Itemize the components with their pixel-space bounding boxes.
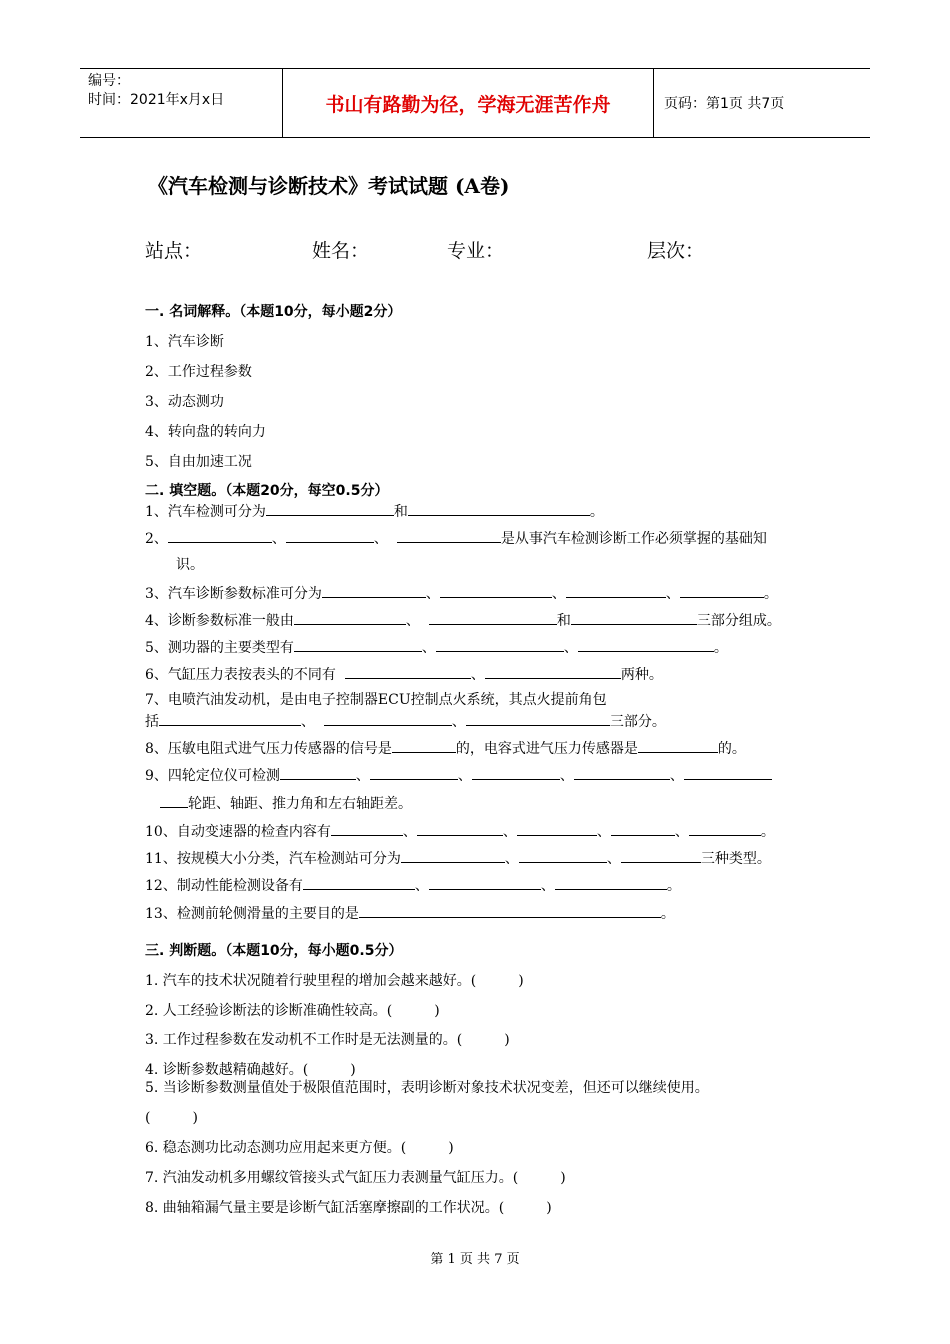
q-text: 、 bbox=[451, 714, 466, 730]
s2-q6 bbox=[145, 663, 663, 685]
s2-q3 bbox=[145, 582, 778, 604]
s1-item-3: 3、动态测功 bbox=[145, 394, 224, 410]
answer-blank[interactable] bbox=[684, 764, 772, 780]
answer-blank[interactable] bbox=[472, 764, 560, 780]
answer-blank[interactable] bbox=[266, 500, 394, 516]
s3-item-3: 3. 工作过程参数在发动机不工作时是无法测量的。( ) bbox=[145, 1032, 510, 1048]
q-text: 、 bbox=[606, 851, 621, 867]
answer-blank[interactable] bbox=[294, 636, 422, 652]
exam-title: 《汽车检测与诊断技术》考试试题 (A卷) bbox=[148, 174, 510, 198]
q-text: 、 bbox=[559, 768, 574, 784]
q-text: 、 bbox=[665, 586, 680, 602]
q-text: 、 bbox=[674, 824, 689, 840]
number-label: 编号： bbox=[88, 73, 130, 89]
q-text: 、 bbox=[355, 768, 370, 784]
q-text: 5、测功器的主要类型有 bbox=[145, 640, 294, 656]
s1-item-5: 5、自由加速工况 bbox=[145, 454, 252, 470]
q-text: 。 bbox=[589, 504, 604, 520]
q-text: 、 bbox=[540, 878, 555, 894]
s2-q9-cont bbox=[160, 792, 412, 814]
answer-blank[interactable] bbox=[571, 609, 697, 625]
answer-blank[interactable] bbox=[159, 710, 301, 726]
major-field: 专业： bbox=[447, 240, 505, 262]
q-text: 4、诊断参数标准一般由 bbox=[145, 613, 294, 629]
answer-blank[interactable] bbox=[286, 527, 374, 543]
q-text: 的，电容式进气压力传感器是 bbox=[455, 741, 638, 757]
q-text: 、 bbox=[425, 586, 440, 602]
section1-heading: 一. 名词解释。（本题10分，每小题2分） bbox=[145, 304, 402, 320]
answer-blank[interactable] bbox=[621, 847, 701, 863]
s2-q7: 7、电喷汽油发动机，是由电子控制器ECU控制点火系统，其点火提前角包 bbox=[145, 692, 607, 708]
q-text: 括 bbox=[145, 714, 159, 730]
q-text: 、 bbox=[563, 640, 578, 656]
q-text: 三种类型。 bbox=[700, 851, 771, 867]
section3-heading: 三. 判断题。（本题10分，每小题0.5分） bbox=[145, 943, 403, 959]
q-text: 三部分组成。 bbox=[696, 613, 781, 629]
q-text: 2、 bbox=[145, 531, 168, 547]
q-text: 、 bbox=[502, 824, 517, 840]
answer-blank[interactable] bbox=[485, 663, 621, 679]
q-text: 、 bbox=[470, 667, 485, 683]
answer-blank[interactable] bbox=[324, 710, 452, 726]
s2-q5 bbox=[145, 636, 728, 658]
s2-q9 bbox=[145, 764, 772, 786]
q-text: 13、检测前轮侧滑量的主要目的是 bbox=[145, 906, 359, 922]
q-text: 、 bbox=[405, 613, 420, 629]
q-text: 两种。 bbox=[620, 667, 663, 683]
q-text: 6、气缸压力表按表头的不同有 bbox=[145, 667, 336, 683]
header-page-info: 页码：第1页 共7页 bbox=[664, 96, 785, 112]
q-text: 是从事汽车检测诊断工作必须掌握的基础知 bbox=[500, 531, 767, 547]
q-text: 。 bbox=[760, 824, 775, 840]
s3-item-7: 7. 汽油发动机多用螺纹管接头式气缸压力表测量气缸压力。( ) bbox=[145, 1170, 566, 1186]
s1-item-2: 2、工作过程参数 bbox=[145, 364, 252, 380]
section2-heading: 二. 填空题。（本题20分，每空0.5分） bbox=[145, 483, 389, 499]
q-text: 、 bbox=[457, 768, 472, 784]
s2-q2-cont: 识。 bbox=[176, 557, 204, 573]
q-text: 、 bbox=[596, 824, 611, 840]
s3-item-4: 4. 诊断参数越精确越好。( ) bbox=[145, 1062, 356, 1078]
time-label: 时间：2021年x月x日 bbox=[88, 92, 225, 108]
s3-item-5-paren: ( ) bbox=[145, 1110, 198, 1126]
answer-blank[interactable] bbox=[392, 737, 456, 753]
q-text: 、 bbox=[271, 531, 286, 547]
s2-q7-cont bbox=[145, 710, 666, 732]
q-text: 、 bbox=[504, 851, 519, 867]
answer-blank[interactable] bbox=[436, 636, 564, 652]
answer-blank[interactable] bbox=[322, 582, 426, 598]
q-text: 12、制动性能检测设备有 bbox=[145, 878, 303, 894]
s1-item-4: 4、转向盘的转向力 bbox=[145, 424, 266, 440]
page-footer: 第 1 页 共 7 页 bbox=[430, 1252, 520, 1267]
q-text: 、 bbox=[551, 586, 566, 602]
answer-blank[interactable] bbox=[638, 737, 718, 753]
answer-blank[interactable] bbox=[517, 820, 597, 836]
answer-blank[interactable] bbox=[331, 820, 403, 836]
q-text: 、 bbox=[669, 768, 684, 784]
q-text: 3、汽车诊断参数标准可分为 bbox=[145, 586, 322, 602]
q-text: 三部分。 bbox=[609, 714, 666, 730]
q-text: 、 bbox=[414, 878, 429, 894]
s2-q4 bbox=[145, 609, 781, 631]
answer-blank[interactable] bbox=[680, 582, 764, 598]
s3-item-8: 8. 曲轴箱漏气量主要是诊断气缸活塞摩擦副的工作状况。( ) bbox=[145, 1200, 552, 1216]
answer-blank[interactable] bbox=[429, 874, 541, 890]
q-text: 11、按规模大小分类，汽车检测站可分为 bbox=[145, 851, 401, 867]
s2-q8 bbox=[145, 737, 746, 759]
answer-blank[interactable] bbox=[160, 792, 188, 808]
answer-blank[interactable] bbox=[574, 764, 670, 780]
q-text: 、 bbox=[373, 531, 388, 547]
s3-item-5: 5. 当诊断参数测量值处于极限值范围时，表明诊断对象技术状况变差，但还可以继续使用。 bbox=[145, 1080, 709, 1096]
q-text: 、 bbox=[301, 714, 315, 730]
answer-blank[interactable] bbox=[168, 527, 272, 543]
q-text: 的。 bbox=[717, 741, 746, 757]
s2-q13 bbox=[145, 902, 675, 924]
answer-blank[interactable] bbox=[440, 582, 552, 598]
answer-blank[interactable] bbox=[401, 847, 505, 863]
answer-blank[interactable] bbox=[345, 663, 471, 679]
q-text: 10、自动变速器的检查内容有 bbox=[145, 824, 331, 840]
q-text: 8、压敏电阻式进气压力传感器的信号是 bbox=[145, 741, 392, 757]
q-text: 1、汽车检测可分为 bbox=[145, 504, 266, 520]
s2-q12 bbox=[145, 874, 681, 896]
level-field: 层次： bbox=[647, 240, 705, 262]
answer-blank[interactable] bbox=[689, 820, 761, 836]
q-text: 。 bbox=[660, 906, 675, 922]
s2-q2 bbox=[145, 527, 767, 549]
answer-blank[interactable] bbox=[578, 636, 714, 652]
answer-blank[interactable] bbox=[359, 902, 661, 918]
answer-blank[interactable] bbox=[370, 764, 458, 780]
q-text: 、 bbox=[402, 824, 417, 840]
q-text: 。 bbox=[713, 640, 728, 656]
header-left-cell bbox=[80, 69, 282, 137]
s2-q1 bbox=[145, 500, 604, 522]
q-text: 9、四轮定位仪可检测 bbox=[145, 768, 280, 784]
answer-blank[interactable] bbox=[466, 710, 610, 726]
q-text: 。 bbox=[763, 586, 778, 602]
answer-blank[interactable] bbox=[408, 500, 590, 516]
answer-blank[interactable] bbox=[294, 609, 406, 625]
s2-q10 bbox=[145, 820, 775, 842]
answer-blank[interactable] bbox=[611, 820, 675, 836]
answer-blank[interactable] bbox=[417, 820, 503, 836]
header-motto: 书山有路勤为径，学海无涯苦作舟 bbox=[282, 69, 654, 137]
answer-blank[interactable] bbox=[397, 527, 501, 543]
q-text: 和 bbox=[556, 613, 571, 629]
page-header bbox=[80, 68, 870, 138]
s1-item-1: 1、汽车诊断 bbox=[145, 334, 224, 350]
q-text: 。 bbox=[666, 878, 681, 894]
q-text: 轮距、轴距、推力角和左右轴距差。 bbox=[188, 796, 412, 812]
answer-blank[interactable] bbox=[429, 609, 557, 625]
site-field: 站点： bbox=[145, 240, 203, 262]
s3-item-6: 6. 稳态测功比动态测功应用起来更方便。( ) bbox=[145, 1140, 454, 1156]
s3-item-2: 2. 人工经验诊断法的诊断准确性较高。( ) bbox=[145, 1003, 440, 1019]
answer-blank[interactable] bbox=[566, 582, 666, 598]
q-text: 、 bbox=[421, 640, 436, 656]
s3-item-1: 1. 汽车的技术状况随着行驶里程的增加会越来越好。( ) bbox=[145, 973, 524, 989]
answer-blank[interactable] bbox=[555, 874, 667, 890]
answer-blank[interactable] bbox=[519, 847, 607, 863]
s2-q11 bbox=[145, 847, 771, 869]
answer-blank[interactable] bbox=[280, 764, 356, 780]
name-field: 姓名： bbox=[312, 240, 370, 262]
answer-blank[interactable] bbox=[303, 874, 415, 890]
q-text: 和 bbox=[393, 504, 408, 520]
